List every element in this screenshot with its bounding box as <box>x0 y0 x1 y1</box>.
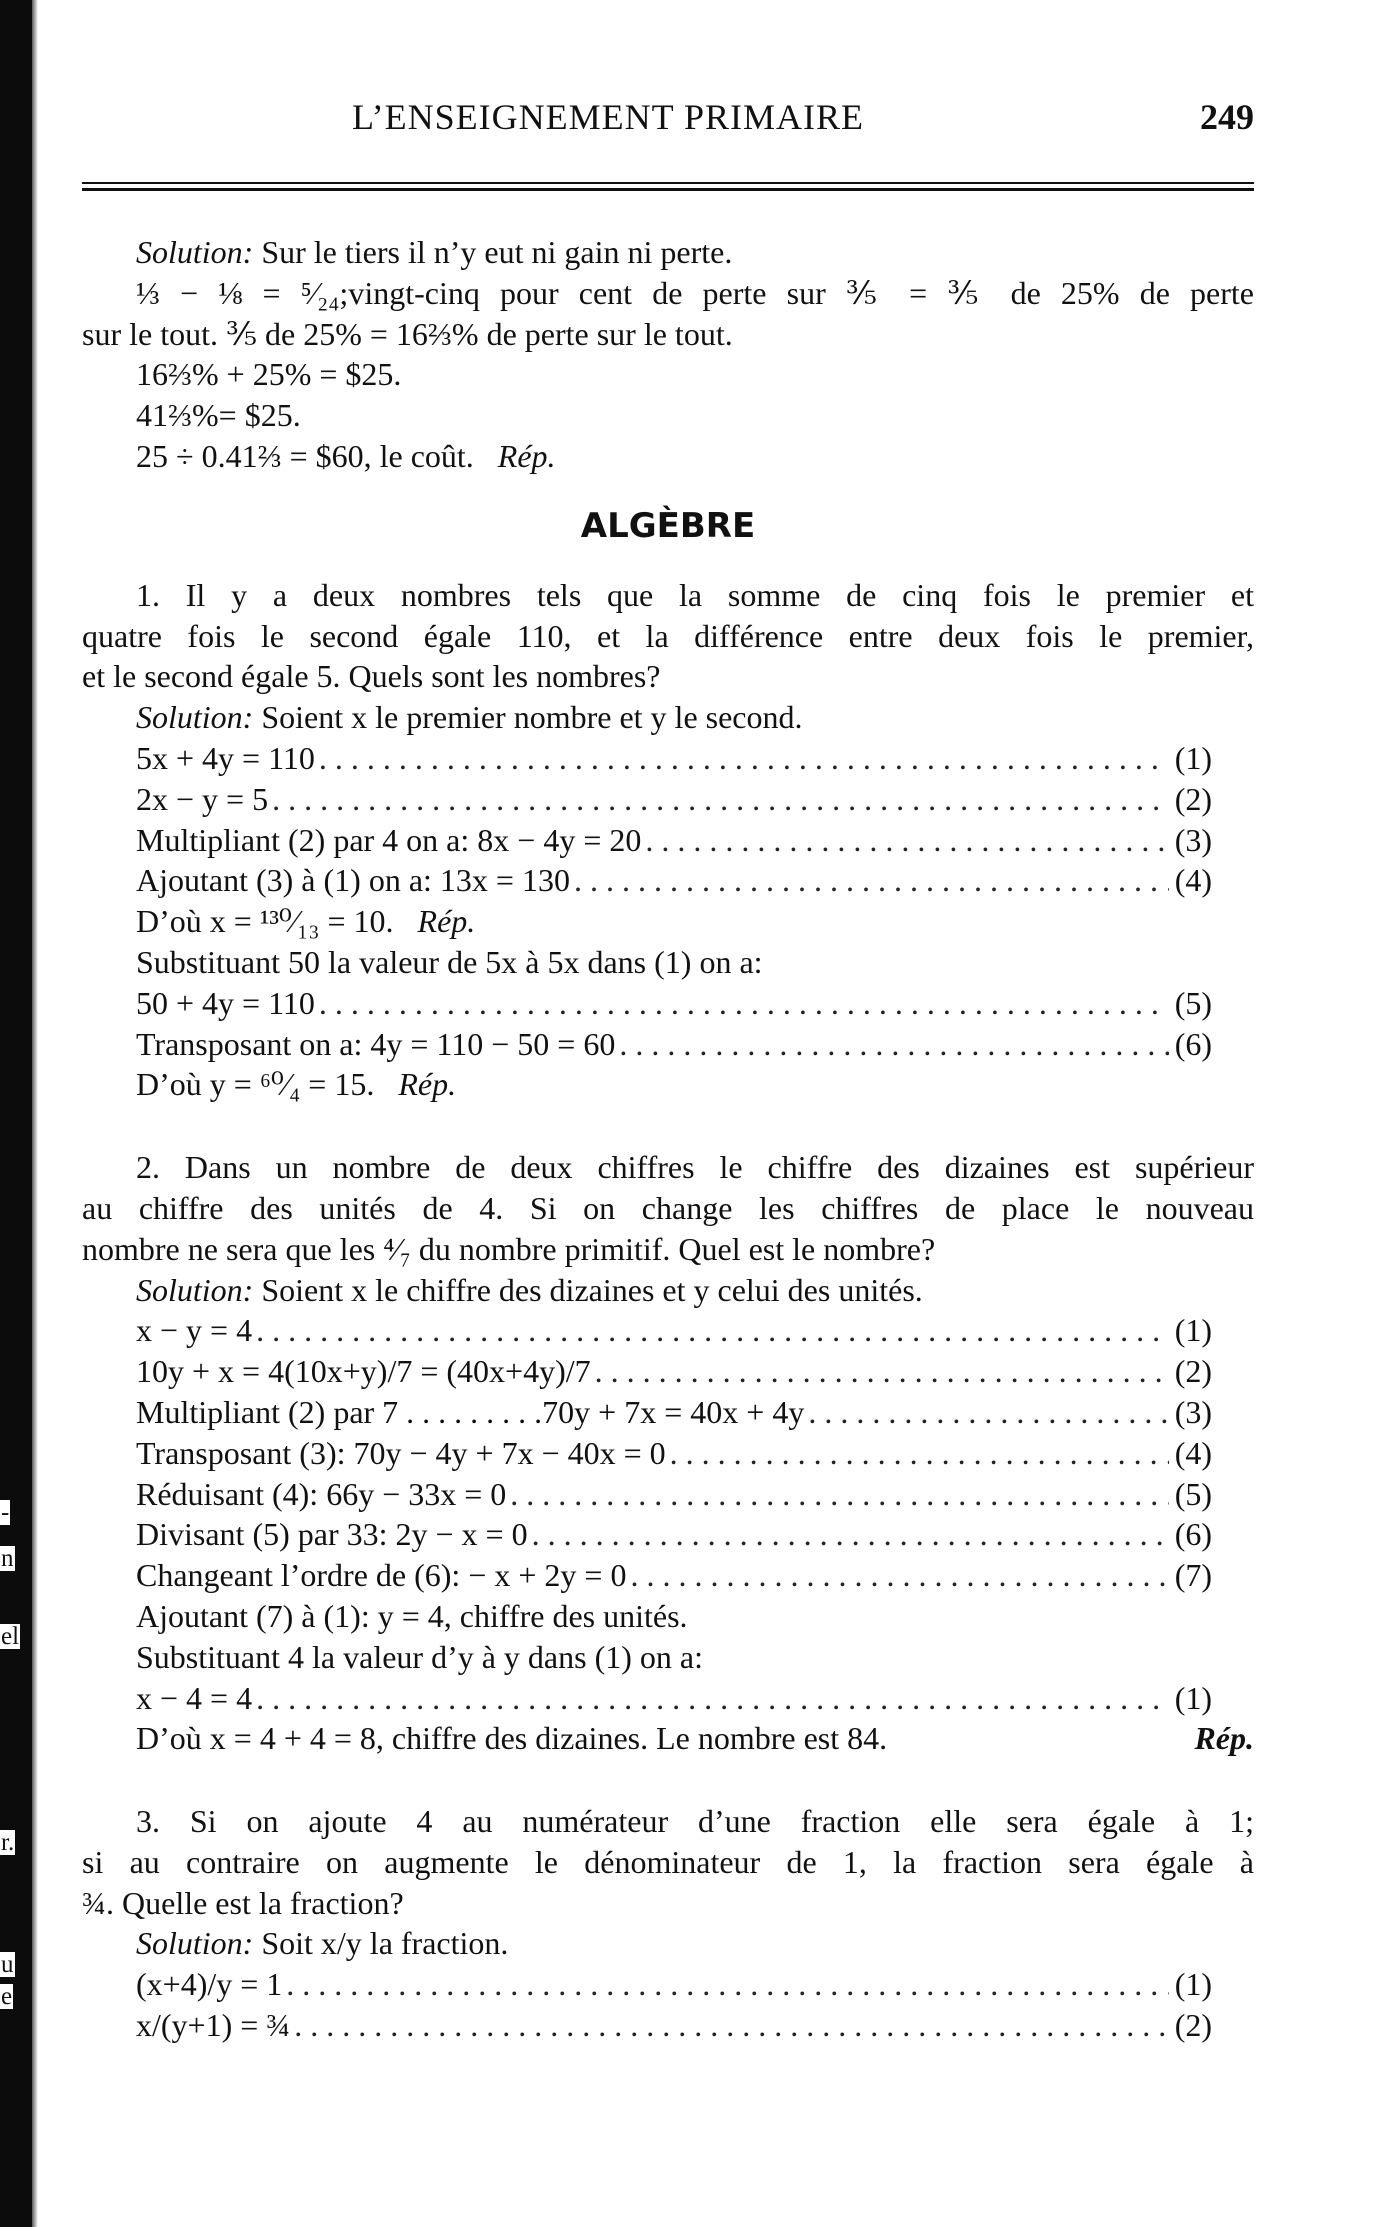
equation-number: (4) <box>1174 1434 1212 1471</box>
paragraph-gap <box>82 1105 1254 1147</box>
equation-number: (1) <box>1174 1312 1212 1349</box>
equation-number: (5) <box>1174 1475 1212 1512</box>
equation-row: x/(y+1) = ¾ . . . (2) <box>82 2005 1212 2046</box>
equation-number: (5) <box>1174 984 1212 1021</box>
conclusion-line: D’où x = 4 + 4 = 8, chiffre des dizaines. Le nombre est 84. Rép. <box>82 1718 1254 1759</box>
leader-dots <box>506 1474 1168 1515</box>
equation-row: 50 + 4y = 110 . . . (5) <box>82 983 1212 1024</box>
solution-line: 16⅔% + 25% = $25. <box>136 356 402 393</box>
problem-statement: nombre ne sera que les ⁴⁄₇ du nombre primitif. Quel est le nombre? <box>82 1230 936 1267</box>
leader-dots <box>804 1392 1168 1433</box>
solution-label: Solution: <box>136 234 254 270</box>
solution-label: Solution: <box>136 1925 254 1962</box>
equation-number: (1) <box>1174 1966 1212 2003</box>
leader-dots <box>666 1433 1169 1474</box>
margin-fragment: u <box>1 1951 14 1978</box>
leader-dots <box>315 983 1169 1024</box>
equation-number: (2) <box>1174 2007 1212 2044</box>
answer-marker: Rép. <box>398 1066 457 1103</box>
solution-line: ⅓ − ⅛ = ⁵⁄₂₄;vingt-cinq pour cent de perte sur ⅗ = ⅗ de 25% de perte <box>136 274 1254 311</box>
solution-line: Substituant 50 la valeur de 5x à 5x dans (1) on a: <box>136 943 763 980</box>
solution-line: 41⅔%= $25. <box>136 397 301 434</box>
equation-row: Transposant on a: 4y = 110 − 50 = 60 . . . (6) <box>82 1024 1212 1065</box>
equation-row: 5x + 4y = 110 . . . (1) <box>82 738 1212 779</box>
equation-number: (1) <box>1174 739 1212 776</box>
leader-dots <box>290 2005 1168 2046</box>
equation-number: (7) <box>1174 1557 1212 1594</box>
leader-dots <box>282 1964 1168 2005</box>
solution-line: 25 ÷ 0.41⅔ = $60, le coût. Rép. <box>136 437 556 474</box>
result-line: D’où x = ¹³⁰⁄₁₃ = 10. Rép. <box>136 903 476 940</box>
header-rule-thick <box>82 188 1254 191</box>
answer-marker: Rép. <box>417 903 476 940</box>
problem-statement: au chiffre des unités de 4. Si on change les chiffres de place le nouveau <box>82 1189 1254 1226</box>
paragraph-gap <box>82 1759 1254 1801</box>
section-title: ALGÈBRE <box>580 505 756 546</box>
result-line: D’où y = ⁶⁰⁄₄ = 15. Rép. <box>136 1066 457 1103</box>
equation-row: Changeant l’ordre de (6): − x + 2y = 0 . . . (7) <box>82 1555 1212 1596</box>
problem-statement: 1. Il y a deux nombres tels que la somme de cinq fois le premier et <box>136 576 1254 613</box>
equation-row: Multipliant (2) par 4 on a: 8x − 4y = 20 . . . (3) <box>82 820 1212 861</box>
page-number: 249 <box>1200 97 1254 137</box>
leader-dots <box>641 820 1168 861</box>
equation-row: Ajoutant (3) à (1) on a: 13x = 130 . . . (4) <box>82 860 1212 901</box>
equation-number: (2) <box>1174 1353 1212 1390</box>
leader-dots <box>528 1514 1169 1555</box>
equation-row: x − y = 4 . . . (1) <box>82 1310 1212 1351</box>
problem-statement: 2. Dans un nombre de deux chiffres le chiffre des dizaines est supérieur <box>136 1149 1254 1186</box>
header-rule-thin <box>82 182 1254 184</box>
leader-dots <box>570 860 1169 901</box>
equation-number: (6) <box>1174 1516 1212 1553</box>
leader-dots <box>252 1310 1169 1351</box>
equation-number: (4) <box>1174 862 1212 899</box>
problem-statement: 3. Si on ajoute 4 au numérateur d’une fraction elle sera égale à 1; <box>136 1803 1254 1840</box>
solution-line: Substituant 4 la valeur d’y à y dans (1) on a: <box>136 1638 703 1675</box>
leader-dots <box>268 779 1169 820</box>
leader-dots <box>591 1351 1169 1392</box>
equation-row: x − 4 = 4 . . . (1) <box>82 1678 1212 1719</box>
margin-fragment: e <box>1 1983 13 2010</box>
equation-row: 10y + x = 4(10x+y)/7 = (40x+4y)/7 . . . (2) <box>82 1351 1212 1392</box>
equation-number: (6) <box>1174 1025 1212 1062</box>
solution-line: Solution: Sur le tiers il n’y eut ni gain ni perte. <box>136 234 733 270</box>
equation-row: Réduisant (4): 66y − 33x = 0 . . . (5) <box>82 1474 1212 1515</box>
answer-marker: Rép. <box>1194 1720 1254 1757</box>
equation-row: Transposant (3): 70y − 4y + 7x − 40x = 0 . . . (4) <box>82 1433 1212 1474</box>
solution-line: Ajoutant (7) à (1): y = 4, chiffre des unités. <box>136 1597 688 1634</box>
equation-row: 2x − y = 5 . . . (2) <box>82 779 1212 820</box>
equation-number: (3) <box>1174 1393 1212 1430</box>
equation-row: (x+4)/y = 1 . . . (1) <box>82 1964 1212 2005</box>
page-body <box>82 232 1254 2046</box>
solution-label: Solution: <box>136 699 254 736</box>
problem-statement: quatre fois le second égale 110, et la différence entre deux fois le premier, <box>82 617 1254 654</box>
gutter-shade <box>32 0 38 2227</box>
equation-row: Multipliant (2) par 7 . . . . . . . . .70y + 7x = 40x + 4y . . . (3) <box>82 1392 1212 1433</box>
equation-number: (3) <box>1174 821 1212 858</box>
margin-fragment: - <box>1 1499 10 1526</box>
page-header <box>82 96 1254 146</box>
leader-dots <box>315 738 1169 779</box>
leader-dots <box>615 1024 1168 1065</box>
problem-statement: et le second égale 5. Quels sont les nombres? <box>82 658 661 695</box>
solution-intro: Solution: Soient x le premier nombre et y le second. <box>136 699 803 736</box>
answer-marker: Rép. <box>497 437 556 474</box>
leader-dots <box>252 1678 1169 1719</box>
solution-intro: Solution: Soient x le chiffre des dizaines et y celui des unités. <box>136 1271 923 1308</box>
margin-fragment: n <box>1 1545 14 1572</box>
margin-fragment: el <box>1 1623 20 1650</box>
problem-statement: ¾. Quelle est la fraction? <box>82 1884 404 1921</box>
margin-fragment: r. <box>1 1829 15 1856</box>
solution-label: Solution: <box>136 1271 254 1308</box>
equation-number: (2) <box>1174 780 1212 817</box>
problem-statement: si au contraire on augmente le dénominateur de 1, la fraction sera égale à <box>82 1843 1254 1880</box>
solution-intro: Solution: Soit x/y la fraction. <box>136 1925 509 1962</box>
solution-line: sur le tout. ⅗ de 25% = 16⅔% de perte sur le tout. <box>82 315 733 352</box>
running-title: L’ENSEIGNEMENT PRIMAIRE <box>352 97 865 137</box>
leader-dots <box>626 1555 1168 1596</box>
equation-row: Divisant (5) par 33: 2y − x = 0 . . . (6) <box>82 1514 1212 1555</box>
equation-number: (1) <box>1174 1679 1212 1716</box>
book-spine-shadow <box>0 0 32 2227</box>
